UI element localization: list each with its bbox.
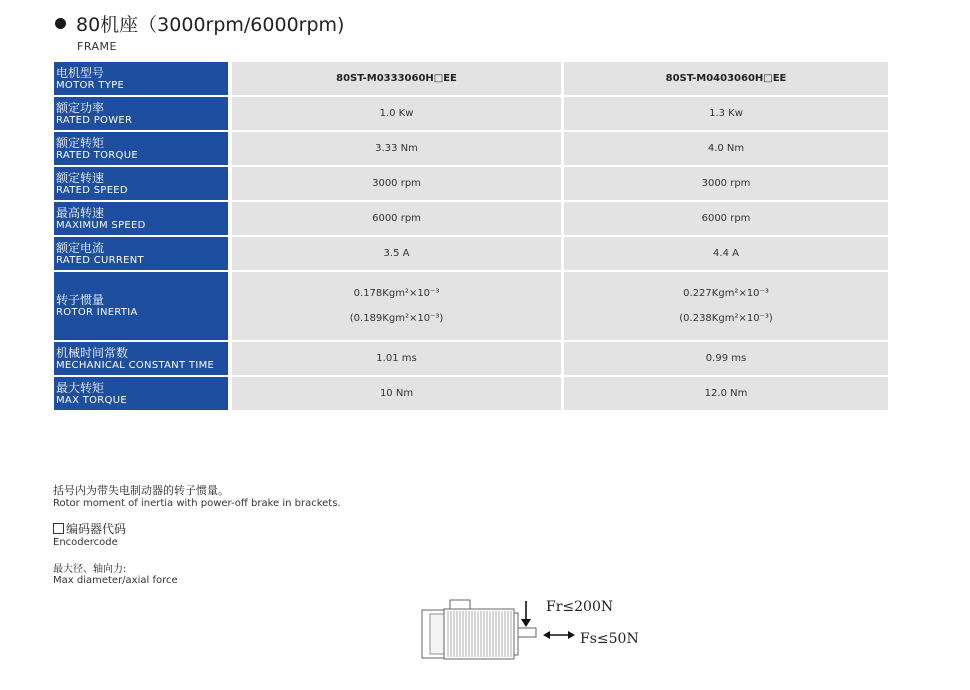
inertia-value: 0.227Kgm²×10⁻³ [683, 288, 769, 299]
label-en: MOTOR TYPE [56, 79, 125, 91]
force-note-en: Max diameter/axial force [53, 575, 178, 586]
row-label [54, 377, 232, 410]
motor-drawing [418, 595, 658, 665]
label-zh: 最高转速 [56, 205, 105, 220]
label-en: MECHANICAL CONSTANT TIME [56, 359, 215, 371]
cell-value-2: 4.0 Nm [564, 132, 888, 165]
label-zh: 机械时间常数 [56, 345, 129, 360]
cell-value-1: 3000 rpm [232, 167, 564, 200]
encoder-note-zh: 编码器代码 [66, 522, 127, 536]
row-label [54, 132, 232, 165]
label-zh: 额定电流 [56, 240, 105, 255]
label-zh: 额定转矩 [56, 135, 105, 150]
cell-value-2: 1.3 Kw [564, 97, 888, 130]
label-en: ROTOR INERTIA [56, 307, 138, 318]
table-row-max-torque [54, 377, 888, 410]
cell-value-2: 3000 rpm [564, 167, 888, 200]
cell-value-1: 3.5 A [232, 237, 564, 270]
table-row-rated-torque [54, 132, 888, 165]
cell-value-1: 1.01 ms [232, 342, 564, 375]
brake-note-zh: 括号内为带失电制动器的转子惯量。 [53, 484, 229, 497]
checkbox-square-icon [53, 523, 64, 534]
label-en: MAXIMUM SPEED [56, 219, 146, 231]
brake-note [53, 482, 341, 509]
cell-value-1: 80ST-M0333060H□EE [232, 62, 564, 95]
row-label [54, 202, 232, 235]
label-en: RATED CURRENT [56, 254, 144, 266]
cell-value-1: 1.0 Kw [232, 97, 564, 130]
inertia-brake-value: (0.189Kgm²×10⁻³) [349, 313, 444, 324]
cell-value-1: 3.33 Nm [232, 132, 564, 165]
label-en: RATED POWER [56, 114, 133, 126]
label-en: RATED SPEED [56, 184, 128, 196]
cell-value-2: 4.4 A [564, 237, 888, 270]
label-en: MAX TORQUE [56, 394, 127, 406]
axial-force-label: Fs≤50N [580, 631, 639, 647]
cell-value-1: 6000 rpm [232, 202, 564, 235]
radial-force-label: Fr≤200N [546, 599, 614, 615]
label-zh: 额定功率 [56, 100, 105, 115]
label-zh: 电机型号 [56, 65, 105, 80]
cell-value-1: 10 Nm [232, 377, 564, 410]
table-row-rated-speed [54, 167, 888, 200]
label-zh: 最大转矩 [56, 380, 105, 395]
cell-value-1 [232, 272, 564, 340]
inertia-brake-value: (0.238Kgm²×10⁻³) [679, 313, 773, 324]
cell-value-2: 80ST-M0403060H□EE [564, 62, 888, 95]
spec-table [54, 60, 888, 412]
inertia-value: 0.178Kgm²×10⁻³ [353, 288, 440, 299]
label-en: RATED TORQUE [56, 149, 138, 161]
encoder-note [53, 520, 126, 548]
cell-value-2: 6000 rpm [564, 202, 888, 235]
encoder-note-en: Encodercode [53, 537, 118, 548]
label-zh: 转子惯量 [56, 293, 105, 307]
brake-note-en: Rotor moment of inertia with power-off brake in brackets. [53, 498, 341, 509]
row-label [54, 167, 232, 200]
page-title: 80机座（3000rpm/6000rpm) [76, 14, 345, 36]
table-row-rotor-inertia [54, 272, 888, 340]
table-row-rated-current [54, 237, 888, 270]
force-note-zh: 最大径、轴向力: [53, 564, 127, 575]
table-row-maximum-speed [54, 202, 888, 235]
bullet-icon [55, 18, 66, 29]
table-row-mechanical-constant-time [54, 342, 888, 375]
row-label [54, 237, 232, 270]
cell-value-2: 0.99 ms [564, 342, 888, 375]
cell-value-2: 12.0 Nm [564, 377, 888, 410]
row-label [54, 272, 232, 340]
section-heading [55, 10, 344, 53]
force-note [53, 560, 178, 586]
table-row-rated-power [54, 97, 888, 130]
cell-value-2 [564, 272, 888, 340]
row-label [54, 342, 232, 375]
label-zh: 额定转速 [56, 170, 105, 185]
row-label [54, 62, 232, 95]
page-subtitle: FRAME [77, 40, 117, 53]
motor-force-diagram [418, 595, 658, 665]
row-label [54, 97, 232, 130]
table-row-motor-type [54, 62, 888, 95]
